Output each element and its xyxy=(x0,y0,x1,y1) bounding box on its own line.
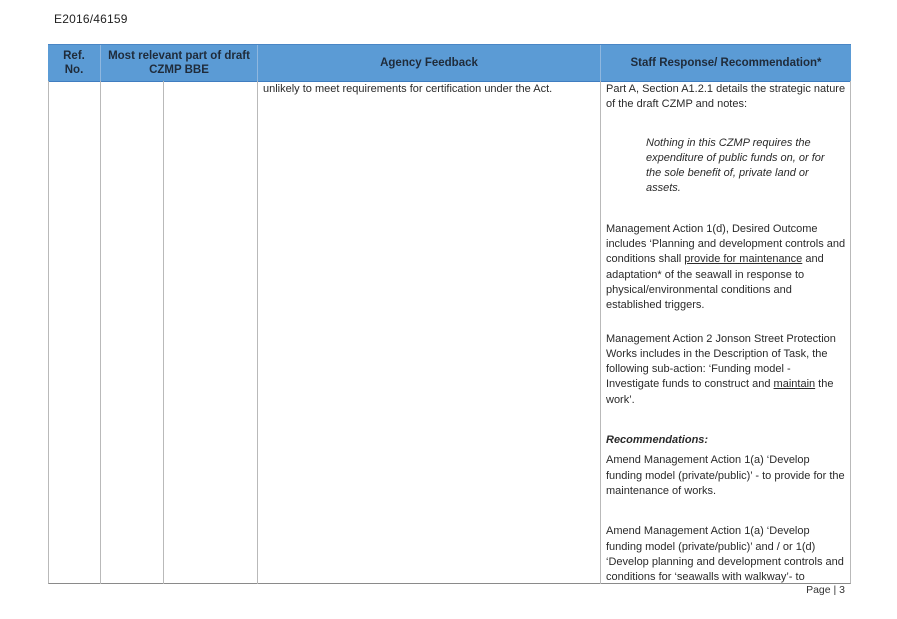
agency-feedback-cell: unlikely to meet requirements for certification under the Act. xyxy=(263,83,553,95)
recommendation-item: Amend Management Action 1(a) ‘Develop funding model (private/public)’ and / or 1(d) ‘Develop planning and development controls and conditions for ‘seawalls with walkway’- to xyxy=(606,525,844,584)
header-ref-no: Ref. No. xyxy=(63,50,85,76)
feedback-table xyxy=(48,44,851,584)
table-header-row xyxy=(48,44,851,82)
column-divider xyxy=(163,81,164,584)
response-paragraph xyxy=(606,332,846,408)
column-divider xyxy=(100,81,101,584)
underlined-text: provide for maintenance xyxy=(684,253,803,266)
column-divider xyxy=(600,81,601,584)
header-relevant-part: Most relevant part of draft CZMP BBE xyxy=(108,50,250,76)
response-text: Management Action 1(d), Desired Outcome includes ‘Planning and development controls and conditions shall xyxy=(606,222,846,266)
recommendation-item: Amend Management Action 1(a) ‘Develop funding model (private/public)’ - to provide for the maintenance of works. xyxy=(606,454,845,497)
response-text: and adaptation* of the seawall in response to physical/environmental conditions and established triggers. xyxy=(606,253,824,312)
page-number: Page | 3 xyxy=(806,584,845,596)
response-paragraph: Part A, Section A1.2.1 details the strategic nature of the draft CZMP and notes: xyxy=(606,83,846,111)
header-staff-response: Staff Response/ Recommendation* xyxy=(630,57,822,69)
document-reference: E2016/46159 xyxy=(54,12,128,26)
response-text: the work’. xyxy=(606,378,834,406)
underlined-text: maintain xyxy=(773,378,816,391)
response-paragraph xyxy=(606,222,846,314)
staff-response-cell xyxy=(606,82,846,585)
header-agency-feedback: Agency Feedback xyxy=(380,57,478,69)
column-divider xyxy=(257,81,258,584)
recommendations-heading: Recommendations: xyxy=(606,434,709,447)
quoted-text: Nothing in this CZMP requires the expenditure of public funds on, or for the sole benefit of, private land or assets. xyxy=(646,136,825,195)
response-text: Management Action 2 Jonson Street Protection Works includes in the Description of Task, the following sub-action: ‘Funding model - Investigate funds to construct and xyxy=(606,332,836,391)
